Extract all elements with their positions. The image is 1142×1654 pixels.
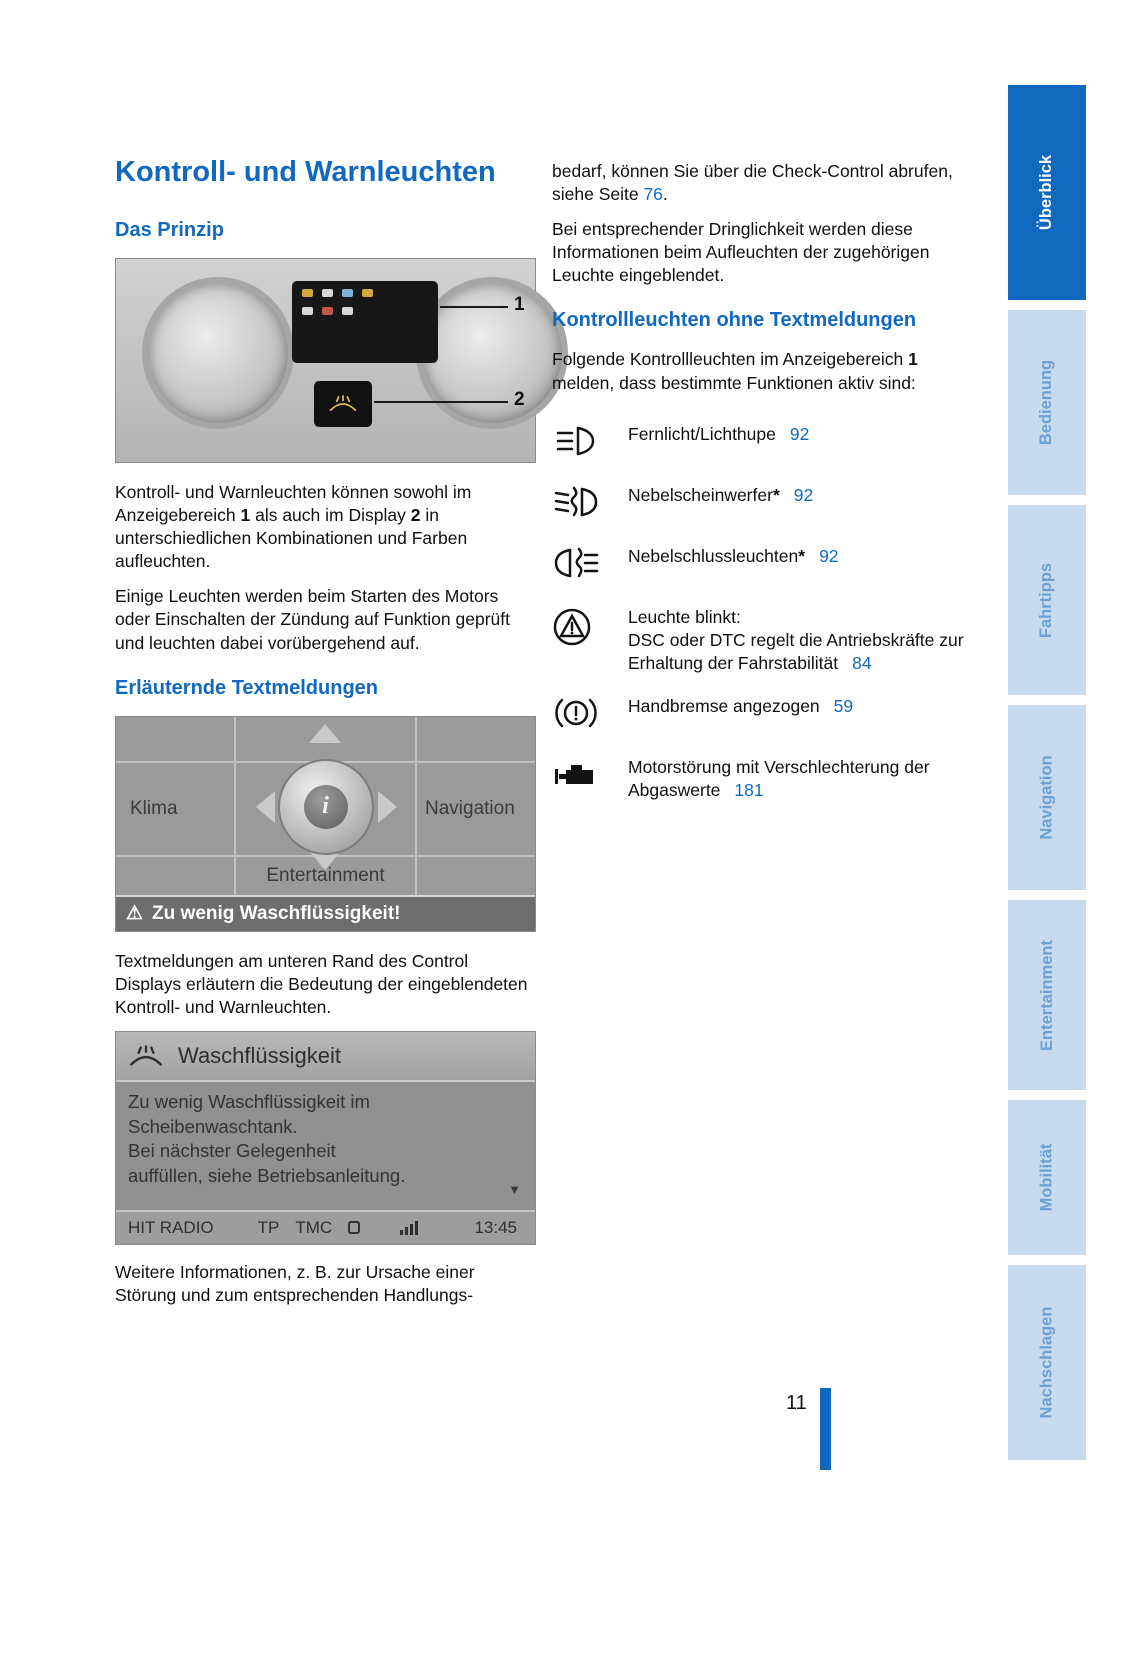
- callout-2: 2: [514, 389, 525, 410]
- right-column: [552, 160, 964, 823]
- menu-grid: [116, 717, 535, 895]
- paragraph-textmeldungen: Textmeldungen am unteren Rand des Control Displays erläutern die Bedeutung der eingeblendeten Kontroll- und Warnleuchten.: [115, 950, 528, 1017]
- scroll-caret-icon: ▼: [508, 1181, 521, 1197]
- page-number-bar: [820, 1388, 831, 1470]
- page-link[interactable]: 84: [852, 652, 872, 673]
- washer-fluid-icon: [328, 392, 358, 416]
- warning-label: Nebelscheinwerfer: [628, 484, 773, 505]
- warning-item-handbrake: [552, 695, 964, 735]
- page-link[interactable]: 92: [793, 484, 814, 505]
- menu-item-klima: Klima: [116, 763, 234, 855]
- control-display-menu-image: [115, 716, 536, 932]
- warning-label: Motorstörung mit Verschlechterung der Abgaswerte: [628, 757, 930, 801]
- status-tmc: TMC: [295, 1217, 333, 1237]
- menu-cell: [417, 717, 535, 761]
- warning-item-high-beam: [552, 423, 964, 463]
- arrow-up-icon: [309, 724, 341, 743]
- high-beam-icon: [552, 423, 628, 463]
- paragraph-startup-check: Einige Leuchten werden beim Starten des Motors oder Einschalten der Zündung auf Funktion geprüft und leuchten dabei vorübergehend auf.: [115, 586, 510, 653]
- speedometer-dial: [142, 277, 294, 429]
- message-line: Zu wenig Waschflüssigkeit im: [128, 1090, 370, 1112]
- warning-triangle-icon: ⚠: [126, 903, 144, 925]
- paragraph-checkcontrol: bedarf, können Sie über die Check-Control abrufen, siehe Seite 76.: [552, 161, 953, 205]
- heading-textmeldungen: Erläuternde Textmeldungen: [115, 676, 379, 699]
- paragraph-weitere-infos: Weitere Informationen, z. B. zur Ursache einer Störung und zum entsprechenden Handlungs-: [115, 1261, 475, 1306]
- indicator-display-panel: [292, 281, 438, 363]
- warning-label: Handbremse angezogen: [628, 696, 820, 717]
- arrow-right-icon: [378, 791, 397, 823]
- rear-fog-light-icon: [552, 545, 628, 585]
- ref-display-2: 2: [410, 505, 421, 526]
- message-title: Waschflüssigkeit: [178, 1042, 342, 1068]
- paragraph-principle: Kontroll- und Warnleuchten können sowohl im Anzeigebereich 1 als auch im Display 2 in unterschiedlichen Kombinationen und Farben aufleuchten.: [115, 482, 472, 572]
- warning-item-rear-fog: Nebelschlussleuchten* 92: [552, 545, 964, 585]
- left-column: [115, 156, 536, 1319]
- washer-fluid-icon: [128, 1042, 164, 1070]
- callout-1: 1: [514, 294, 525, 315]
- page-number: 11: [786, 1392, 807, 1414]
- tab-bedienung[interactable]: Bedienung: [1008, 310, 1086, 495]
- page-link-76[interactable]: 76: [643, 184, 663, 205]
- paragraph-dringlichkeit: Bei entsprechender Dringlichkeit werden diese Informationen beim Aufleuchten der zugehörigen Leuchte eingeblendet.: [552, 219, 930, 286]
- callout-line-2: [374, 401, 508, 403]
- front-fog-light-icon: [552, 484, 628, 524]
- menu-cell: [417, 857, 535, 895]
- heading-kontrollleuchten: Kontrollleuchten ohne Textmeldungen: [552, 309, 917, 332]
- arrow-left-icon: [256, 791, 275, 823]
- tab-mobilitaet[interactable]: Mobilität: [1008, 1100, 1086, 1255]
- page-title: Kontroll- und Warnleuchten: [115, 156, 496, 188]
- tab-navigation[interactable]: Navigation: [1008, 705, 1086, 890]
- info-icon: i: [304, 785, 348, 829]
- page-link[interactable]: 92: [789, 423, 810, 444]
- heading-das-prinzip: Das Prinzip: [115, 219, 224, 241]
- warning-item-front-fog: Nebelscheinwerfer* 92: [552, 484, 964, 524]
- mini-display-panel: [314, 381, 372, 427]
- warning-item-engine: [552, 756, 964, 802]
- message-header: [116, 1032, 535, 1082]
- handbrake-icon: [552, 695, 628, 735]
- tab-entertainment[interactable]: Entertainment: [1008, 900, 1086, 1090]
- page-link[interactable]: 181: [734, 780, 764, 801]
- status-station: HIT RADIO: [128, 1217, 214, 1237]
- washer-message-image: [115, 1031, 536, 1245]
- message-line: Scheibenwaschtank.: [128, 1115, 298, 1137]
- tab-nachschlagen[interactable]: Nachschlagen: [1008, 1265, 1086, 1460]
- tachometer-dial: [416, 277, 568, 429]
- status-tp: TP: [257, 1217, 280, 1237]
- message-body: [116, 1082, 535, 1210]
- message-line: auffüllen, siehe Betriebsanleitung.: [128, 1164, 406, 1186]
- callout-line-1: [440, 306, 508, 308]
- warning-label: Nebelschlussleuchten: [628, 545, 799, 566]
- display-warning-bar: [116, 895, 535, 931]
- menu-item-navigation: Navigation: [417, 763, 535, 855]
- tab-ueberblick[interactable]: Überblick: [1008, 85, 1086, 300]
- warning-item-dsc: [552, 606, 964, 675]
- menu-cell: [116, 857, 234, 895]
- warning-label: DSC oder DTC regelt die Antriebskräfte zur Erhaltung der Fahrstabilität: [628, 629, 964, 673]
- warning-pre-label: Leuchte blinkt:: [628, 606, 741, 627]
- signal-strength-icon: [400, 1221, 418, 1235]
- message-status-bar: [116, 1210, 535, 1244]
- menu-cell: [116, 717, 234, 761]
- controller-knob: [278, 759, 374, 855]
- message-line: Bei nächster Gelegenheit: [128, 1140, 336, 1162]
- warning-light-list: [552, 423, 964, 803]
- instrument-cluster-image: [115, 258, 536, 463]
- check-engine-icon: [552, 756, 628, 802]
- status-time: 13:45: [474, 1217, 517, 1237]
- cd-icon: [348, 1221, 360, 1234]
- paragraph-folgende: Folgende Kontrollleuchten im Anzeigebereich 1 melden, dass bestimmte Funktionen aktiv sind:: [552, 349, 918, 393]
- menu-item-entertainment: Entertainment: [236, 857, 415, 895]
- display-warning-text: Zu wenig Waschflüssigkeit!: [152, 902, 401, 924]
- dsc-warning-icon: [552, 606, 628, 675]
- tab-fahrtipps[interactable]: Fahrtipps: [1008, 505, 1086, 695]
- page-link[interactable]: 59: [833, 696, 854, 717]
- page-link[interactable]: 92: [819, 545, 839, 566]
- warning-label: Fernlicht/Lichthupe: [628, 423, 776, 444]
- ref-area-1: 1: [908, 349, 918, 370]
- ref-area-1: 1: [240, 505, 251, 526]
